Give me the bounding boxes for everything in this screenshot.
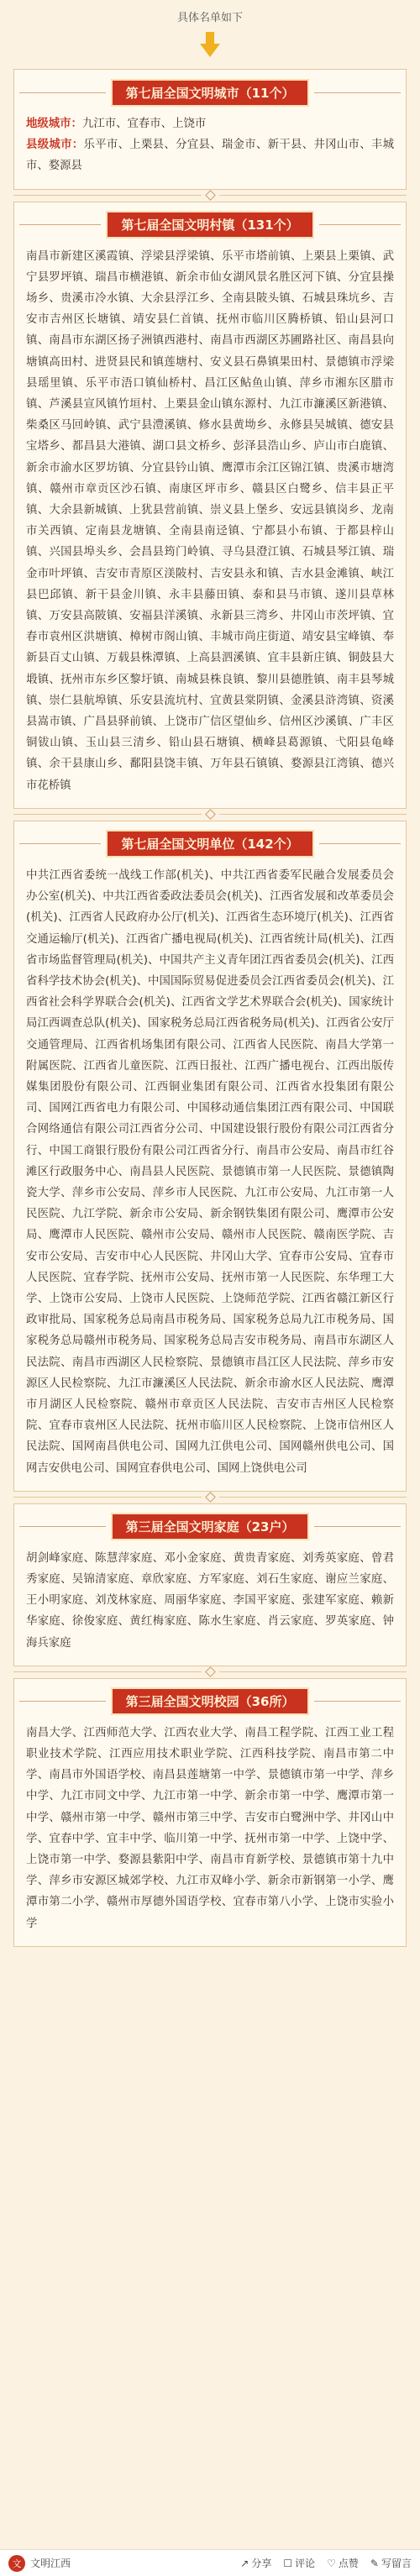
section-body [14, 246, 406, 808]
account-logo[interactable]: 文 [8, 2555, 25, 2572]
honor-section [13, 69, 407, 190]
section-title: 第三届全国文明校园（36所） [111, 1687, 310, 1715]
section-divider [13, 809, 407, 821]
comment-icon: ☐ [283, 2557, 293, 2569]
section-header [14, 828, 406, 860]
share-label: 分享 [251, 2558, 272, 2569]
city-line [26, 113, 394, 134]
section-body [14, 1723, 406, 1946]
write-comment-button[interactable] [370, 2556, 412, 2570]
section-divider [13, 1666, 407, 1678]
article-footer [0, 2549, 420, 2576]
section-title: 第七届全国文明单位（142个） [106, 830, 313, 858]
honor-section [13, 1503, 407, 1666]
section-body [14, 113, 406, 189]
section-header [14, 209, 406, 241]
intro-text: 具体名单如下 [176, 12, 243, 24]
footer-actions [240, 2556, 412, 2570]
divider-diamond-icon [205, 1492, 216, 1503]
comment-button[interactable] [283, 2556, 315, 2570]
honoree-list: 胡剑峰家庭、陈慧萍家庭、邓小金家庭、黄贵青家庭、刘秀英家庭、曾君秀家庭、吴锦清家庭、章欣家庭、方军家庭、刘石生家庭、谢应兰家庭、王小明家庭、刘茂林家庭、周丽华家庭、李国平家庭、张建军家庭、赖新华家庭、徐俊家庭、黄红梅家庭、陈水生家庭、肖云家庭、罗英家庭、钟海兵家庭 [26, 1551, 394, 1650]
section-divider [13, 190, 407, 202]
section-header [14, 76, 406, 108]
like-button[interactable] [327, 2556, 359, 2570]
section-body [14, 1548, 406, 1666]
section-title: 第七届全国文明城市（11个） [111, 79, 310, 107]
arrow-down-icon [0, 30, 420, 69]
city-level-label: 地级城市： [26, 118, 82, 130]
honoree-list: 南昌大学、江西师范大学、江西农业大学、南昌工程学院、江西工业工程职业技术学院、江西应用技术职业学院、江西科技学院、南昌市第二中学、南昌市外国语学校、南昌县莲塘第一中学、景德镇市第一中学、萍乡中学、九江市同文中学、九江市第一中学、新余市第一中学、鹰潭市第一中学、赣州市第一中学、赣州市第三中学、吉安市白鹭洲中学、井冈山中学、宜春中学、宜丰中学、临川第一中学、抚州市第一中学、上饶中学、上饶市第一中学、婺源县紫阳中学、南昌市育新学校、景德镇市第十九中学、萍乡市安源区城郊学校、九江市双峰小学、新余市新钢第一小学、鹰潭市第二小学、赣州市厚德外国语学校、宜春市第八小学、上饶市实验小学 [26, 1726, 394, 1930]
section-title: 第三届全国文明家庭（23户） [111, 1513, 310, 1540]
honoree-list: 南昌市新建区溪霞镇、浮梁县浮梁镇、乐平市塔前镇、上栗县上栗镇、武宁县罗坪镇、瑞昌市横港镇、新余市仙女湖风景名胜区河下镇、分宜县操场乡、贵溪市冷水镇、大余县浮江乡、全南县陂头镇、石城县珠坑乡、吉安市吉州区长塘镇、靖安县仁首镇、抚州市临川区腾桥镇、铅山县河口镇、南昌市东湖区扬子洲镇西港村、南昌市西湖区苏圃路社区、南昌县向塘镇高田村、进贤县民和镇莲塘村、安义县石鼻镇果田村、景德镇市浮梁县瑶里镇、乐平市浯口镇仙桥村、昌江区鲇鱼山镇、萍乡市湘东区腊市镇、芦溪县宣风镇竹垣村、上栗县金山镇东源村、九江市濂溪区新港镇、柴桑区马回岭镇、武宁县澧溪镇、修水县黄坳乡、永修县吴城镇、德安县宝塔乡、都昌县大港镇、湖口县文桥乡、彭泽县浩山乡、庐山市白鹿镇、新余市渝水区罗坊镇、分宜县钤山镇、鹰潭市余江区锦江镇、贵溪市塘湾镇、赣州市章贡区沙石镇、南康区坪市乡、赣县区白鹭乡、信丰县正平镇、大余县新城镇、上犹县营前镇、崇义县上堡乡、安远县镇岗乡、龙南市关西镇、定南县龙塘镇、全南县南迳镇、宁都县小布镇、于都县梓山镇、兴国县埠头乡、会昌县筠门岭镇、寻乌县澄江镇、石城县琴江镇、瑞金市叶坪镇、吉安市青原区渼陂村、吉安县永和镇、吉水县金滩镇、峡江县巴邱镇、新干县金川镇、永丰县藤田镇、泰和县马市镇、遂川县草林镇、万安县高陂镇、安福县洋溪镇、永新县三湾乡、井冈山市茨坪镇、宜春市袁州区洪塘镇、樟树市阁山镇、丰城市尚庄街道、靖安县宝峰镇、奉新县百丈山镇、万载县株潭镇、上高县泗溪镇、宜丰县新庄镇、铜鼓县大塅镇、抚州市东乡区黎圩镇、南城县株良镇、黎川县德胜镇、南丰县琴城镇、崇仁县航埠镇、乐安县流坑村、宜黄县棠阴镇、金溪县浒湾镇、资溪县嵩市镇、广昌县驿前镇、上饶市广信区望仙乡、信州区沙溪镇、广丰区铜钹山镇、玉山县三清乡、铅山县石塘镇、横峰县葛源镇、弋阳县龟峰镇、余干县康山乡、鄱阳县饶丰镇、万年县石镇镇、婺源县江湾镇、德兴市花桥镇 [26, 249, 394, 792]
section-body [14, 865, 406, 1491]
share-icon: ↗ [240, 2557, 249, 2569]
section-list [0, 69, 420, 1947]
honor-section [13, 1678, 407, 1947]
write-label: 写留言 [381, 2558, 412, 2569]
city-line [26, 134, 394, 176]
divider-diamond-icon [205, 190, 216, 201]
city-names: 九江市、宜春市、上饶市 [81, 118, 207, 130]
section-header [14, 1511, 406, 1543]
city-level-label: 县级城市： [26, 139, 84, 152]
like-icon: ♡ [327, 2557, 336, 2569]
section-header [14, 1686, 406, 1718]
comment-label: 评论 [295, 2558, 316, 2569]
write-icon: ✎ [370, 2557, 379, 2569]
section-divider [13, 1492, 407, 1503]
honor-section [13, 821, 407, 1492]
honor-section [13, 202, 407, 809]
like-label: 点赞 [338, 2558, 359, 2569]
section-title: 第七届全国文明村镇（131个） [106, 211, 313, 239]
share-button[interactable] [240, 2556, 271, 2570]
city-names: 乐平市、上栗县、分宜县、瑞金市、新干县、井冈山市、丰城市、婺源县 [26, 139, 395, 173]
account-name[interactable]: 文明江西 [30, 2558, 71, 2569]
divider-diamond-icon [205, 1666, 216, 1677]
honoree-list: 中共江西省委统一战线工作部(机关)、中共江西省委军民融合发展委员会办公室(机关)、中共江西省委政法委员会(机关)、江西省发展和改革委员会(机关)、江西省人民政府办公厅(机关)、江西省生态环境厅(机关)、江西省交通运输厅(机关)、江西省广播电视局(机关)、江西省统计局(机关)、江西省市场监督管理局(机关)、中国共产主义青年团江西省委员会(机关)、江西省科学技术协会(机关)、中国国际贸易促进委员会江西省委员会(机关)、江西省社会科学界联合会(机关)、江西省文学艺术界联合会(机关)、国家统计局江西调查总队(机关)、国家税务总局江西省税务局(机关)、江西省公安厅交通管理局、江西省机场集团有限公司、江西省人民医院、南昌大学第一附属医院、江西省儿童医院、江西日报社、江西广播电视台、江西出版传媒集团股份有限公司、江西铜业集团有限公司、江西省水投集团有限公司、国网江西省电力有限公司、中国移动通信集团江西有限公司、中国联合网络通信有限公司江西省分公司、中国建设银行股份有限公司江西省分行、中国工商银行股份有限公司江西省分行、南昌市公安局、南昌市红谷滩区行政服务中心、南昌县人民医院、景德镇市第一人民医院、景德镇陶瓷大学、萍乡市公安局、萍乡市人民医院、九江市公安局、九江市第一人民医院、九江学院、新余市公安局、新余钢铁集团有限公司、鹰潭市公安局、鹰潭市人民医院、赣州市公安局、赣州市人民医院、赣南医学院、吉安市公安局、吉安市中心人民医院、井冈山大学、宜春市公安局、宜春市人民医院、宜春学院、抚州市公安局、抚州市第一人民医院、东华理工大学、上饶市公安局、上饶市人民医院、上饶师范学院、江西省赣江新区行政审批局、国家税务总局南昌市税务局、国家税务总局九江市税务局、国家税务总局赣州市税务局、国家税务总局吉安市税务局、南昌市东湖区人民法院、南昌市西湖区人民检察院、景德镇市昌江区人民法院、萍乡市安源区人民检察院、九江市濂溪区人民法院、新余市渝水区人民法院、鹰潭市月湖区人民检察院、赣州市章贡区人民法院、吉安市吉州区人民检察院、宜春市袁州区人民法院、抚州市临川区人民检察院、上饶市信州区人民法院、国网南昌供电公司、国网九江供电公司、国网赣州供电公司、国网吉安供电公司、国网宜春供电公司、国网上饶供电公司 [26, 868, 394, 1475]
divider-diamond-icon [205, 810, 216, 821]
